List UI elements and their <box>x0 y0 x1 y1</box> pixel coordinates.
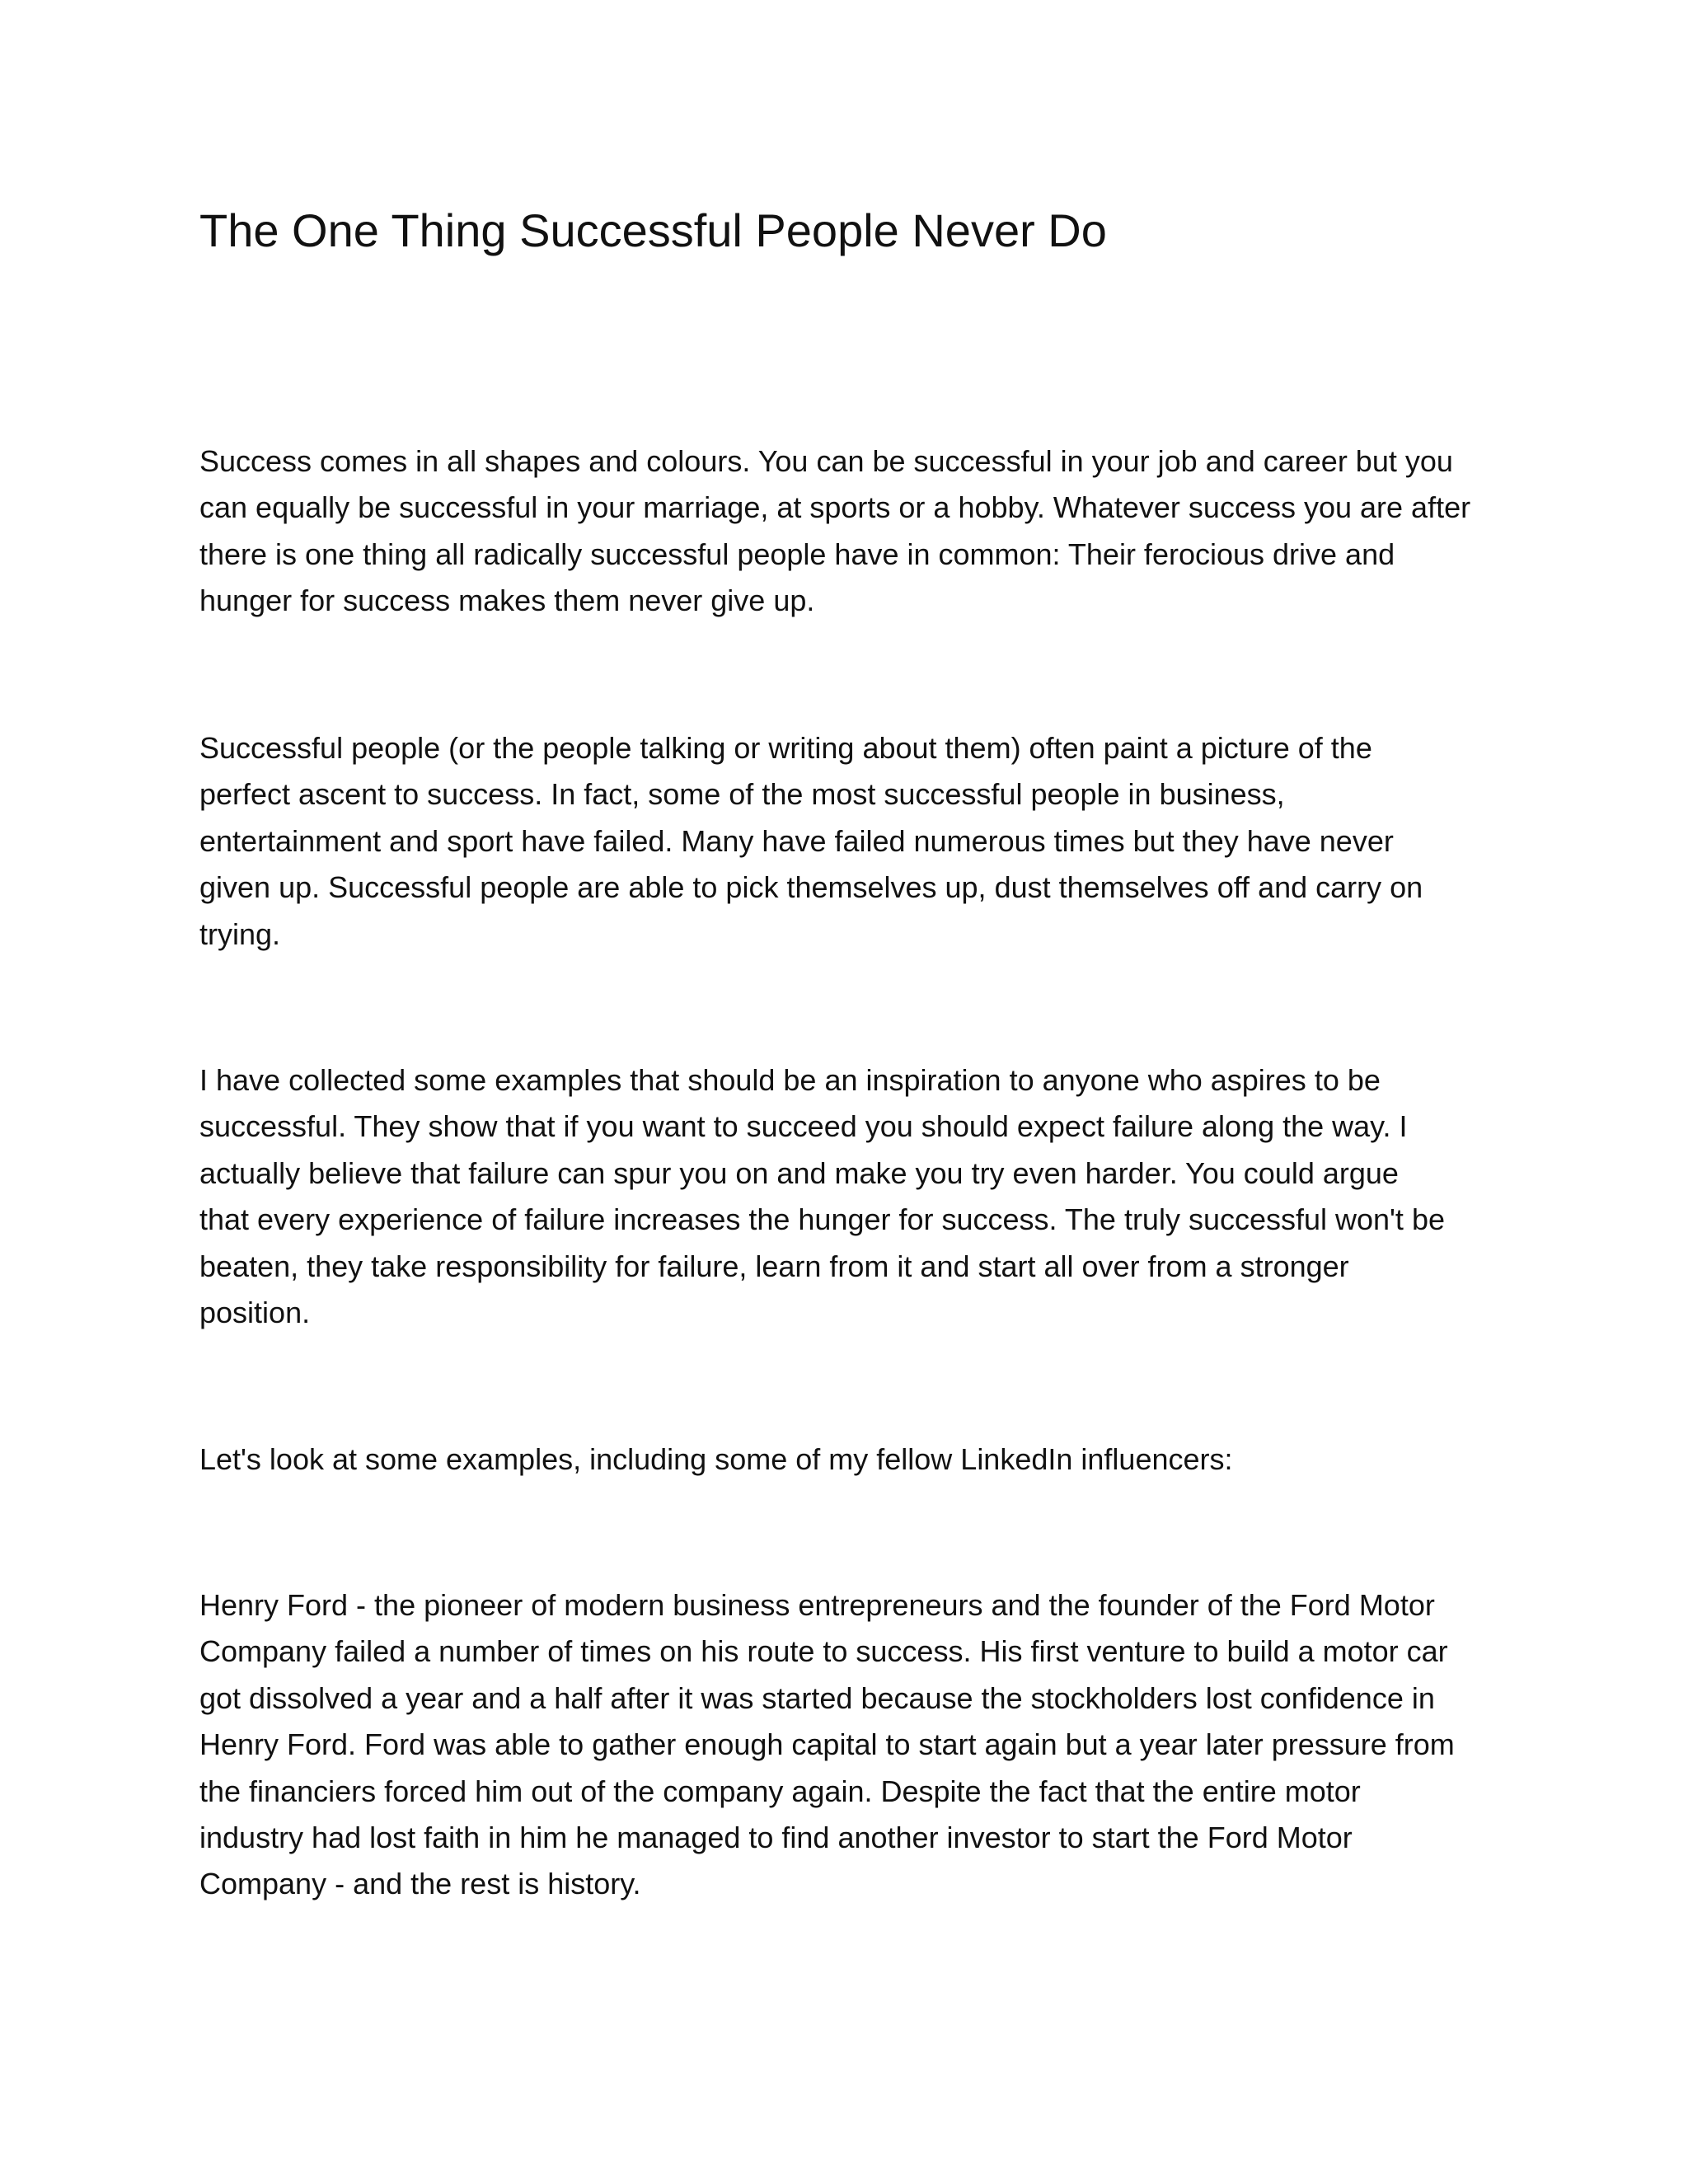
paragraph-line: entertainment and sport have failed. Many have failed numerous times but they have never <box>199 823 1394 858</box>
paragraph-line: Successful people (or the people talking or writing about them) often paint a picture of the <box>199 731 1372 765</box>
paragraph-line: given up. Successful people are able to pick themselves up, dust themselves off and carry on <box>199 870 1423 905</box>
paragraph-line: hunger for success makes them never give up. <box>199 583 815 618</box>
document-title: The One Thing Successful People Never Do <box>199 204 1107 256</box>
paragraph-perfect-ascent <box>199 725 1518 958</box>
paragraph-examples-inspiration <box>199 1057 1518 1336</box>
paragraph-line: Let's look at some examples, including some of my fellow LinkedIn influencers: <box>199 1442 1233 1476</box>
paragraph-line: Company failed a number of times on his route to success. His first venture to build a motor car <box>199 1634 1448 1669</box>
paragraph-line: that every experience of failure increases the hunger for success. The truly successful won't be <box>199 1202 1445 1237</box>
paragraph-line: trying. <box>199 916 281 951</box>
paragraph-line: actually believe that failure can spur you on and make you try even harder. You could argue <box>199 1155 1399 1190</box>
paragraph-line: can equally be successful in your marriage, at sports or a hobby. Whatever success you are after <box>199 490 1471 525</box>
paragraph-lets-look <box>199 1436 1518 1483</box>
paragraph-line: industry had lost faith in him he managed to find another investor to start the Ford Motor <box>199 1821 1353 1855</box>
paragraph-line: got dissolved a year and a half after it was started because the stockholders lost confidence in <box>199 1680 1435 1715</box>
paragraph-intro <box>199 438 1518 625</box>
paragraph-line: the financiers forced him out of the company again. Despite the fact that the entire motor <box>199 1774 1361 1808</box>
paragraph-line: there is one thing all radically successful people have in common: Their ferocious drive and <box>199 537 1395 571</box>
paragraph-line: I have collected some examples that should be an inspiration to anyone who aspires to be <box>199 1063 1381 1097</box>
paragraph-line: successful. They show that if you want to succeed you should expect failure along the way. I <box>199 1109 1408 1144</box>
paragraph-line: Henry Ford - the pioneer of modern business entrepreneurs and the founder of the Ford Motor <box>199 1588 1435 1622</box>
paragraph-henry-ford <box>199 1582 1518 1908</box>
paragraph-line: Company - and the rest is history. <box>199 1867 641 1901</box>
paragraph-line: position. <box>199 1296 311 1330</box>
paragraph-line: Henry Ford. Ford was able to gather enough capital to start again but a year later pressure from <box>199 1727 1455 1762</box>
paragraph-line: Success comes in all shapes and colours. You can be successful in your job and career but you <box>199 444 1453 478</box>
paragraph-line: perfect ascent to success. In fact, some of the most successful people in business, <box>199 777 1285 812</box>
paragraph-line: beaten, they take responsibility for failure, learn from it and start all over from a stronger <box>199 1249 1349 1283</box>
